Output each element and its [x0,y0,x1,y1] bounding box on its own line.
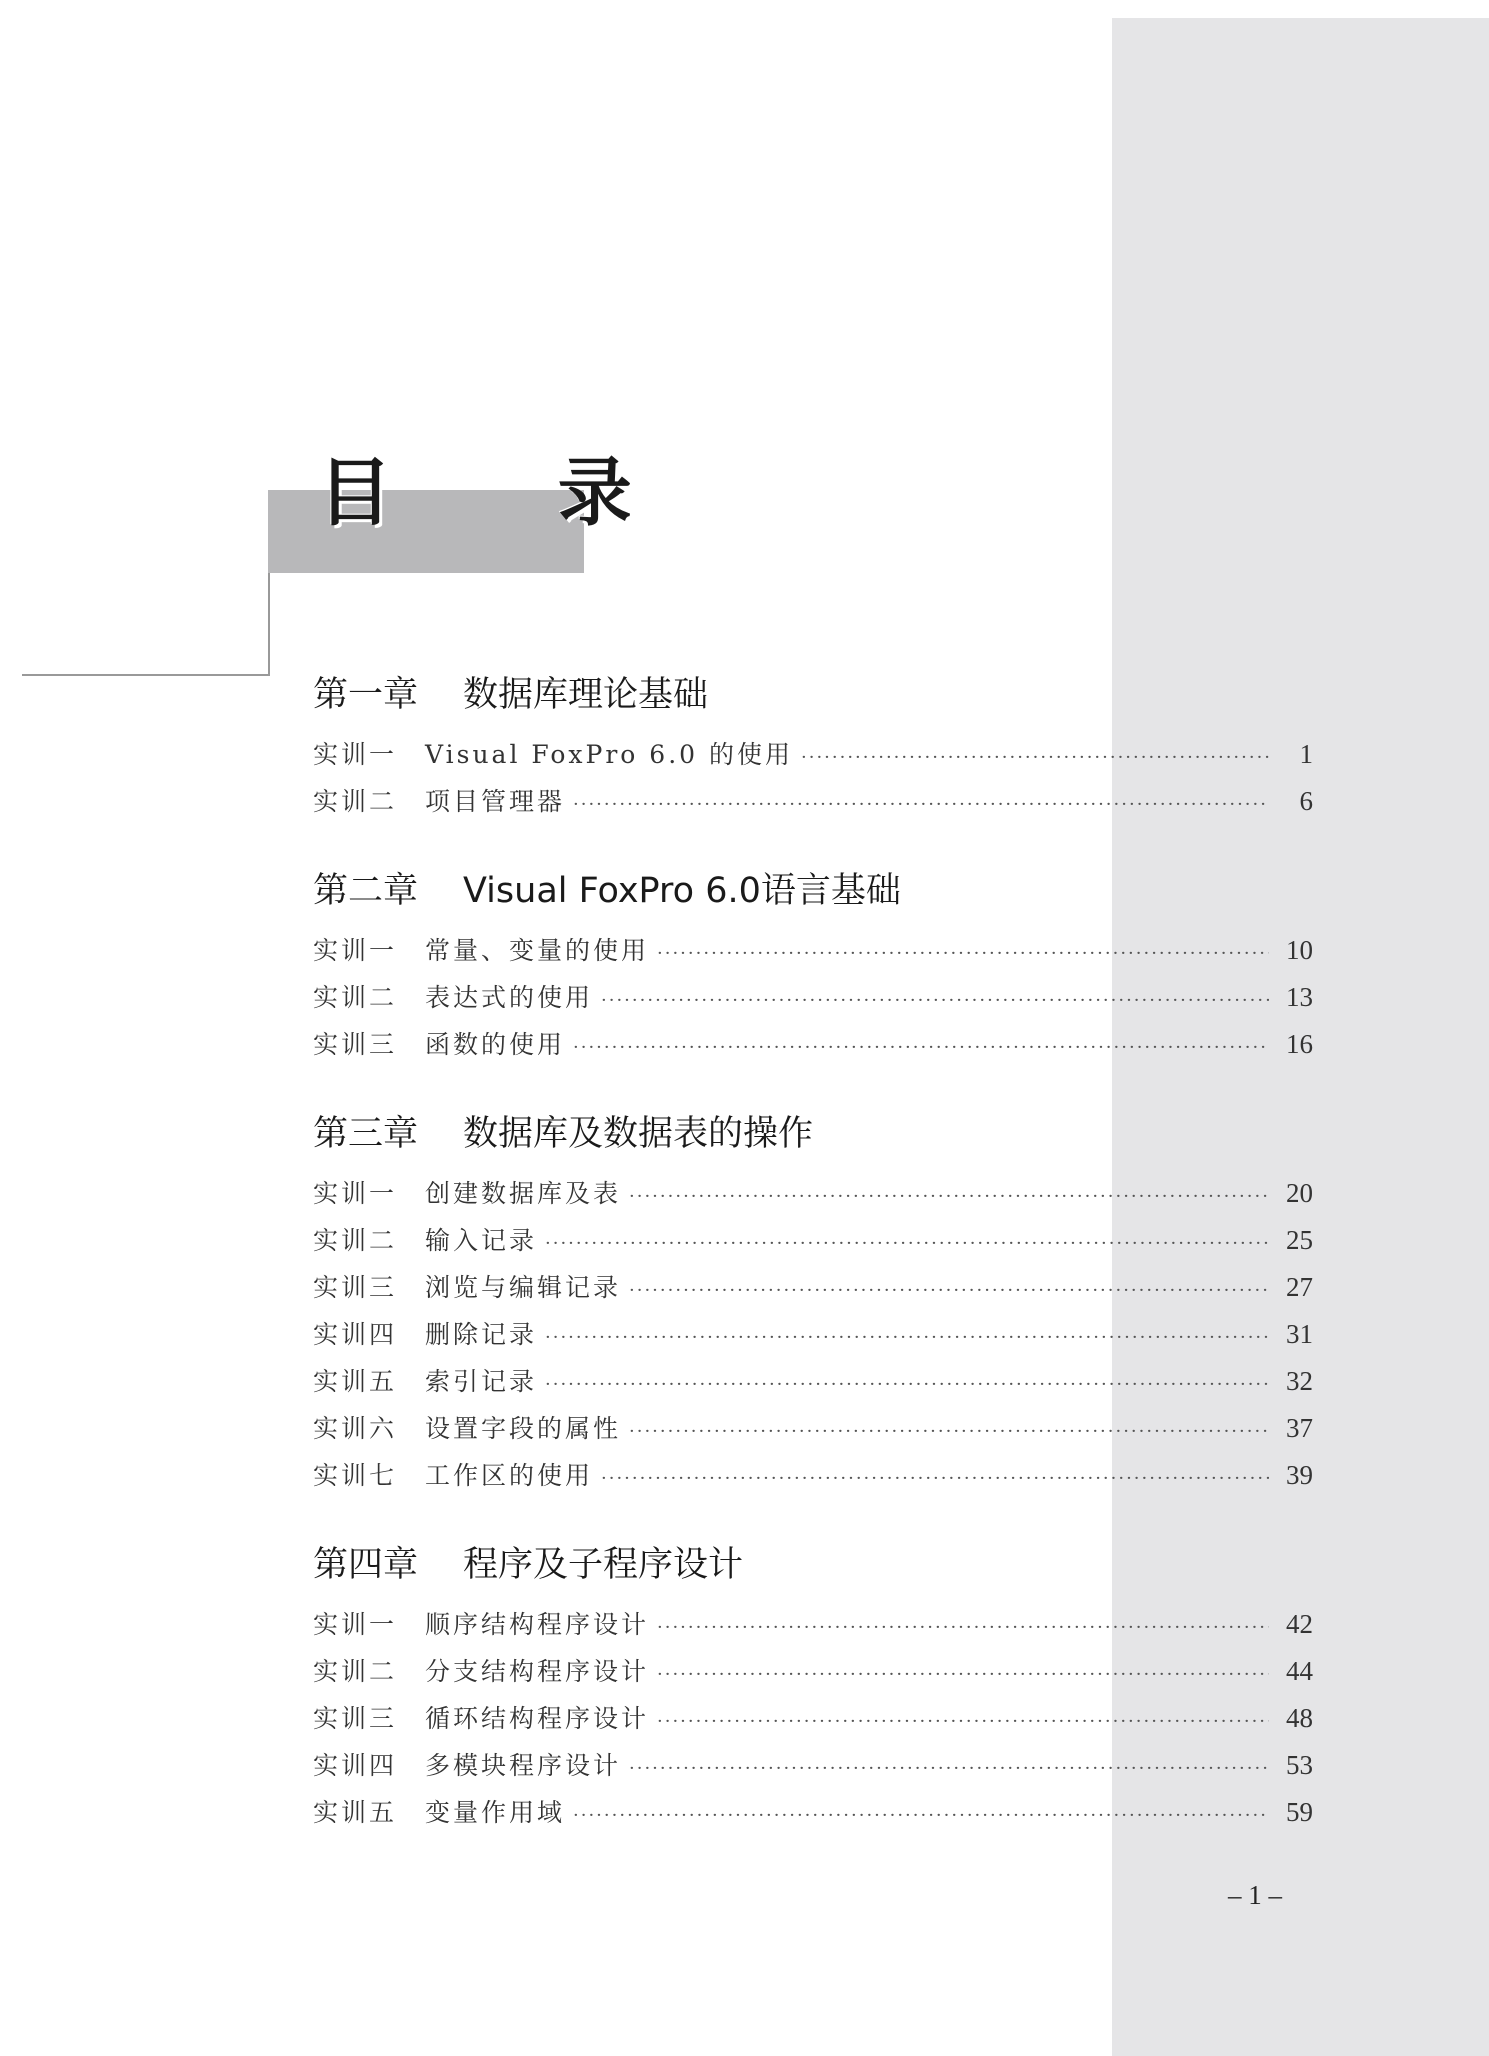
entry-page: 16 [1286,1029,1313,1059]
entry-label: 实训四 [313,1751,398,1780]
entry-name: 创建数据库及表 [425,1179,622,1208]
dot-leader [657,930,1269,977]
dot-leader [629,1267,1269,1314]
page-title: 目 录 [318,450,702,536]
chapter-heading[interactable] [313,665,1313,725]
entry-name: 输入记录 [425,1226,538,1255]
entry-name: 索引记录 [425,1367,538,1396]
entry-name: 设置字段的属性 [425,1414,622,1443]
toc-entry[interactable] [313,1601,1313,1648]
entry-label: 实训五 [313,1367,398,1396]
chapter-title: Visual FoxPro 6.0语言基础 [463,871,901,911]
chapter-heading[interactable] [313,1104,1313,1164]
entry-name: 工作区的使用 [425,1461,594,1490]
entry-label: 实训一 [313,1610,398,1639]
entry-name: 表达式的使用 [425,983,594,1012]
entry-label: 实训三 [313,1704,398,1733]
title-connector-horizontal [22,674,270,676]
entry-name: 分支结构程序设计 [425,1657,650,1686]
entry-name: 变量作用域 [425,1798,566,1827]
dot-leader [629,1173,1269,1220]
entry-label: 实训一 [313,936,398,965]
toc-entry[interactable] [313,1170,1313,1217]
toc-entry[interactable] [313,1358,1313,1405]
entry-label: 实训四 [313,1320,398,1349]
entry-page: 25 [1286,1225,1313,1255]
entry-label: 实训五 [313,1798,398,1827]
dot-leader [601,977,1269,1024]
toc-entry[interactable] [313,778,1313,825]
toc-entry[interactable] [313,1452,1313,1499]
entry-page: 32 [1286,1366,1313,1396]
dot-leader [629,1745,1269,1792]
dot-leader [545,1361,1269,1408]
entry-label: 实训二 [313,1657,398,1686]
chapter-3 [313,1104,1313,1499]
chapter-2 [313,861,1313,1068]
chapter-label: 第四章 [313,1545,419,1585]
title-connector-vertical [268,573,270,675]
entry-page: 13 [1286,982,1313,1012]
dot-leader [657,1604,1269,1651]
chapter-label: 第三章 [313,1114,419,1154]
toc-entry[interactable] [313,1742,1313,1789]
entry-page: 48 [1286,1703,1313,1733]
dot-leader [657,1651,1269,1698]
entry-name: 浏览与编辑记录 [425,1273,622,1302]
entry-label: 实训二 [313,1226,398,1255]
toc-entry[interactable] [313,1217,1313,1264]
entry-page: 44 [1286,1656,1313,1686]
dot-leader [629,1408,1269,1455]
entry-page: 10 [1286,935,1313,965]
entry-name: 删除记录 [425,1320,538,1349]
entry-name: 多模块程序设计 [425,1751,622,1780]
dot-leader [545,1220,1269,1267]
entry-name: 顺序结构程序设计 [425,1610,650,1639]
entry-page: 59 [1286,1797,1313,1827]
entry-page: 39 [1286,1460,1313,1490]
table-of-contents [313,665,1313,1872]
toc-entry[interactable] [313,927,1313,974]
entry-label: 实训一 [313,1179,398,1208]
chapter-title: 程序及子程序设计 [463,1545,744,1585]
toc-entry[interactable] [313,1311,1313,1358]
entry-page: 6 [1299,786,1313,816]
entry-page: 31 [1286,1319,1313,1349]
entry-label: 实训三 [313,1273,398,1302]
entry-page: 27 [1286,1272,1313,1302]
toc-entry[interactable] [313,1789,1313,1836]
toc-entry[interactable] [313,1695,1313,1742]
entry-label: 实训一 [313,740,398,769]
entry-name: 常量、变量的使用 [425,936,650,965]
entry-label: 实训六 [313,1414,398,1443]
page-number: – 1 – [1228,1880,1282,1910]
dot-leader [601,1455,1269,1502]
chapter-heading[interactable] [313,861,1313,921]
entry-page: 1 [1299,739,1313,769]
chapter-1 [313,665,1313,825]
toc-entry[interactable] [313,974,1313,1021]
dot-leader [573,1024,1269,1071]
entry-label: 实训三 [313,1030,398,1059]
chapter-label: 第二章 [313,871,419,911]
entry-label: 实训二 [313,787,398,816]
entry-name: 循环结构程序设计 [425,1704,650,1733]
dot-leader [573,1792,1269,1839]
entry-label: 实训二 [313,983,398,1012]
dot-leader [573,781,1269,828]
entry-name: 函数的使用 [425,1030,566,1059]
entry-name: 项目管理器 [425,787,566,816]
toc-entry[interactable] [313,1264,1313,1311]
dot-leader [545,1314,1269,1361]
dot-leader [801,734,1269,781]
entry-name: Visual FoxPro 6.0 的使用 [425,740,793,769]
entry-page: 53 [1286,1750,1313,1780]
chapter-title: 数据库理论基础 [463,675,709,715]
dot-leader [657,1698,1269,1745]
toc-entry[interactable] [313,1648,1313,1695]
chapter-4 [313,1535,1313,1836]
toc-entry[interactable] [313,731,1313,778]
chapter-title: 数据库及数据表的操作 [463,1114,814,1154]
entry-label: 实训七 [313,1461,398,1490]
toc-entry[interactable] [313,1021,1313,1068]
entry-page: 37 [1286,1413,1313,1443]
entry-page: 20 [1286,1178,1313,1208]
toc-entry[interactable] [313,1405,1313,1452]
chapter-label: 第一章 [313,675,419,715]
chapter-heading[interactable] [313,1535,1313,1595]
entry-page: 42 [1286,1609,1313,1639]
